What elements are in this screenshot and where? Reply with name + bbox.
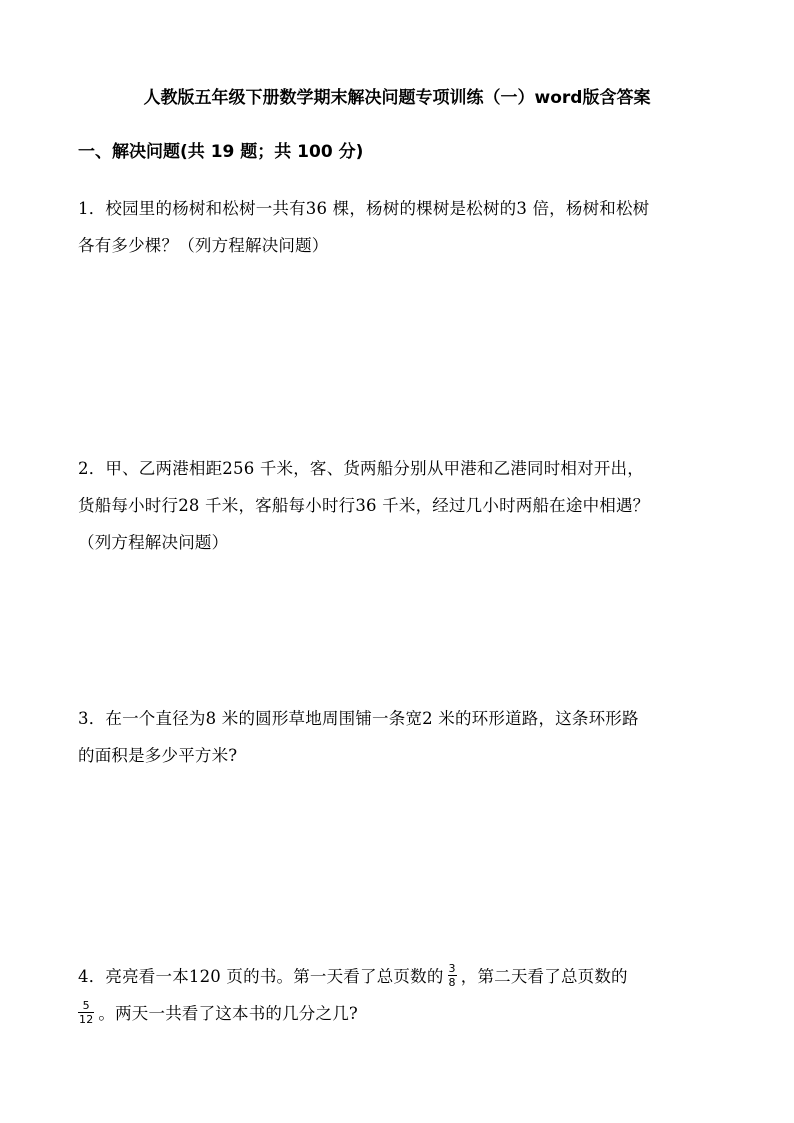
question-4-line-2 bbox=[78, 995, 718, 1032]
question-3 bbox=[78, 700, 718, 774]
fraction-three-eighths bbox=[448, 962, 457, 989]
question-4-text-c: 。两天一共看了这本书的几分之几? bbox=[98, 1004, 358, 1023]
question-1-line-1: 1．校园里的杨树和松树一共有36 棵，杨树的棵树是松树的3 倍，杨树和松树 bbox=[78, 199, 650, 218]
question-4 bbox=[78, 958, 718, 1032]
section-heading: 一、解决问题(共 19 题；共 100 分) bbox=[78, 142, 364, 162]
question-2-line-1: 2．甲、乙两港相距256 千米，客、货两船分别从甲港和乙港同时相对开出， bbox=[78, 459, 644, 478]
document-title: 人教版五年级下册数学期末解决问题专项训练（一）word版含答案 bbox=[143, 88, 651, 108]
question-2-line-2: 货船每小时行28 千米，客船每小时行36 千米，经过几小时两船在途中相遇？ bbox=[78, 496, 650, 515]
fraction-denominator: 12 bbox=[79, 1013, 94, 1026]
question-3-line-1: 3．在一个直径为8 米的圆形草地周围铺一条宽2 米的环形道路，这条环形路 bbox=[78, 709, 639, 728]
fraction-five-twelfths bbox=[78, 999, 94, 1026]
question-3-line-2: 的面积是多少平方米? bbox=[78, 746, 238, 765]
question-4-text-b: ，第二天看了总页数的 bbox=[460, 967, 628, 986]
question-4-text-a: 4．亮亮看一本120 页的书。第一天看了总页数的 bbox=[78, 967, 444, 986]
question-4-line-1 bbox=[78, 958, 718, 995]
fraction-denominator: 8 bbox=[448, 976, 456, 989]
fraction-numerator: 3 bbox=[448, 962, 456, 975]
question-1-line-2: 各有多少棵？（列方程解决问题） bbox=[78, 236, 329, 255]
fraction-numerator: 5 bbox=[78, 999, 94, 1013]
question-2-line-3: （列方程解决问题） bbox=[78, 533, 229, 552]
question-2 bbox=[78, 450, 718, 561]
question-1 bbox=[78, 190, 718, 264]
